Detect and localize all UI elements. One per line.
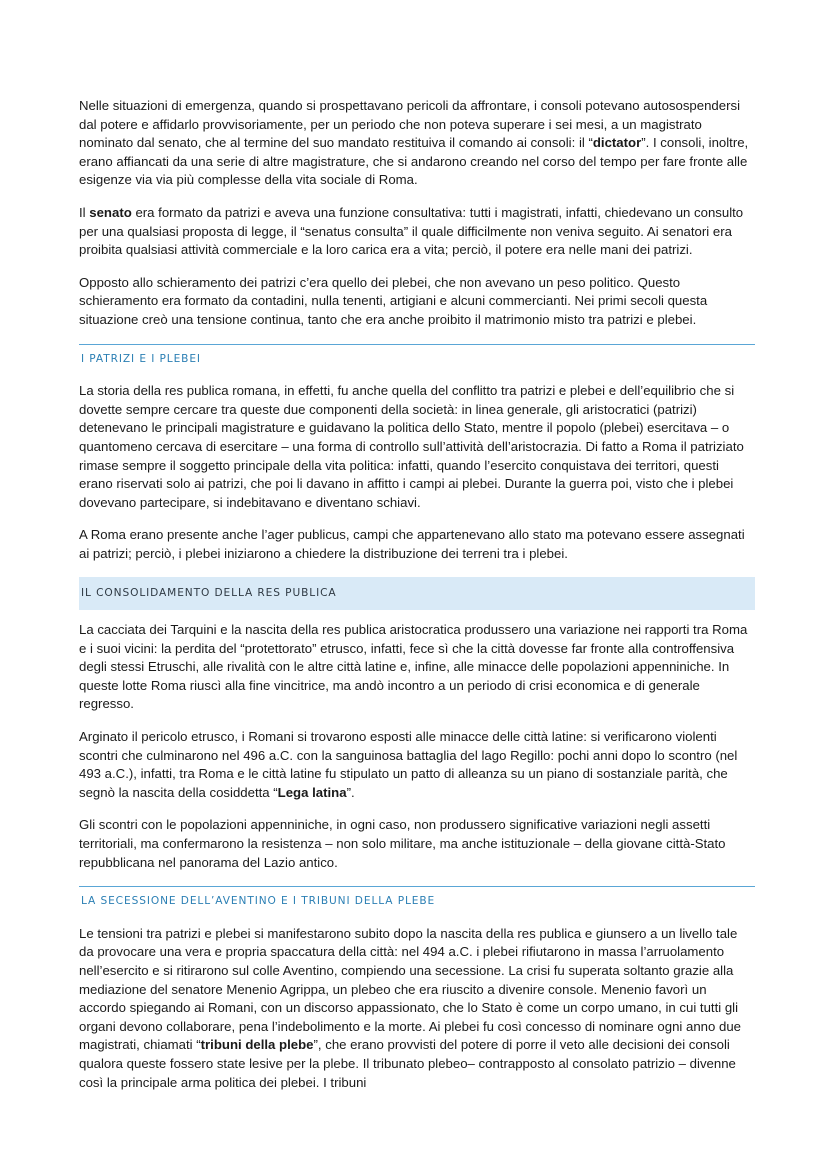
- paragraph: Opposto allo schieramento dei patrizi c’era quello dei plebei, che non avevano un peso politico. Questo schieramento era formato da contadini, nulla tenenti, artigiani e alcuni commercianti. Nei primi secoli questa situazione creò una tensione continua, tanto che era anche proibito il matrimonio misto tra patrizi e plebei.: [79, 274, 708, 327]
- bold-term-senato: senato: [89, 204, 132, 220]
- document-body: [79, 97, 755, 1106]
- paragraph: Nelle situazioni di emergenza, quando si prospettavano pericoli da affrontare, i consoli potevano autosospendersi dal potere e affidarlo provvisoriamente, per un periodo che non poteva superare i sei mesi, a un magistrato nominato dal senato, che al termine del suo mandato restituiva il comando ai consoli: il “dictator”. I consoli, inoltre, erano affiancati da una serie di altre magistrature, che si andarono creando nel corso del tempo per fare fronte alle esigenze via via più complesse della vita sociale di Roma.: [79, 98, 749, 188]
- bold-term-lega-latina: Lega latina: [277, 784, 347, 800]
- paragraph: Arginato il pericolo etrusco, i Romani si trovarono esposti alle minacce delle città latine: si verificarono violenti scontri che culminarono nel 496 a.C. con la sanguinosa battaglia del lago Regillo: pochi anni dopo lo scontro (nel 493 a.C.), infatti, tra Roma e le città latine fu stipulato un patto di alleanza su un piano di sostanziale parità, che segnò la nascita della cosiddetta “Lega latina”.: [79, 729, 738, 800]
- section-patrizi-plebei: [79, 344, 755, 564]
- section-intro: [79, 97, 755, 330]
- section-heading: I PATRIZI E I PLEBEI: [79, 344, 755, 372]
- section-heading: LA SECESSIONE DELL’AVENTINO E I TRIBUNI DELLA PLEBE: [79, 886, 755, 914]
- bold-term-tribuni-della-plebe: tribuni della plebe: [200, 1037, 314, 1053]
- paragraph: La cacciata dei Tarquini e la nascita della res publica aristocratica produssero una variazione nei rapporti tra Roma e i suoi vicini: la perdita del “protettorato” etrusco, infatti, fece sì che la città dovesse far fronte alla controffensiva degli stessi Etruschi, alle rivalità con le altre città latine e, infine, alle minacce delle popolazioni appenniniche. In queste lotte Roma riuscì alla fine vincitrice, ma andò incontro a un periodo di crisi economica e di generale regresso.: [79, 622, 748, 712]
- section-secessione: [79, 886, 755, 1092]
- bold-term-dictator: dictator: [592, 135, 642, 151]
- section-consolidamento: [79, 577, 755, 872]
- paragraph: A Roma erano presente anche l’ager publicus, campi che appartenevano allo stato ma potevano essere assegnati ai patrizi; perciò, i plebei iniziarono a chiedere la distribuzione dei terreni tra i plebei.: [79, 527, 745, 561]
- paragraph: Gli scontri con le popolazioni appenniniche, in ogni caso, non produssero significative variazioni negli assetti territoriali, ma confermarono la resistenza – non solo militare, ma anche istituzionale – della giovane città-Stato repubblicana nel panorama del Lazio antico.: [79, 817, 726, 870]
- section-heading: IL CONSOLIDAMENTO DELLA RES PUBLICA: [79, 577, 755, 610]
- paragraph: La storia della res publica romana, in effetti, fu anche quella del conflitto tra patrizi e plebei e dell’equilibrio che si dovette sempre cercare tra queste due componenti della società: in linea generale, gli aristocratici (patrizi) detenevano le principali magistrature e guidavano la politica dello Stato, mentre il popolo (plebei) esercitava – o quantomeno cercava di esercitare – una forma di controllo sull’attività dell’aristocrazia. Di fatto a Roma il patriziato rimase sempre il soggetto principale della vita politica: infatti, quando l’esercito conquistava dei territori, questi erano riservati solo ai patrizi, che poi li davano in affitto i campi ai plebei. Durante la guerra poi, visto che i plebei dovevano partecipare, si indebitavano e diventano schiavi.: [79, 383, 744, 510]
- paragraph: Le tensioni tra patrizi e plebei si manifestarono subito dopo la nascita della res publica e giunsero a un livello tale da provocare una vera e propria spaccatura della città: nel 494 a.C. i plebei rifiutarono in massa l’arruolamento nell’esercito e si ritirarono sul colle Aventino, compiendo una secessione. La crisi fu superata soltanto grazie alla mediazione del senatore Menenio Agrippa, un plebeo che era riuscito a divenire console. Menenio favorì un accordo spiegando ai Romani, con un discorso appassionato, che lo Stato è come un corpo umano, in cui tutti gli organi devono collaborare, pena l’indebolimento e la morte. Ai plebei fu così concesso di nominare ogni anno due magistrati, chiamati “tribuni della plebe”, che erano provvisti del potere di porre il veto alle decisioni dei consoli qualora queste fossero state lesive per la plebe. Il tribunato plebeo– contrapposto al consolato patrizio – divenne così la principale arma politica dei plebei. I tribuni: [79, 925, 742, 1090]
- paragraph: Il senato era formato da patrizi e aveva una funzione consultativa: tutti i magistrati, infatti, chiedevano un consulto per una qualsiasi proposta di legge, il “senatus consulta” il quale difficilmente non veniva seguito. Ai senatori era proibita qualsiasi attività commerciale e la loro carica era a vita; perciò, il potere era nelle mani dei patrizi.: [79, 204, 744, 258]
